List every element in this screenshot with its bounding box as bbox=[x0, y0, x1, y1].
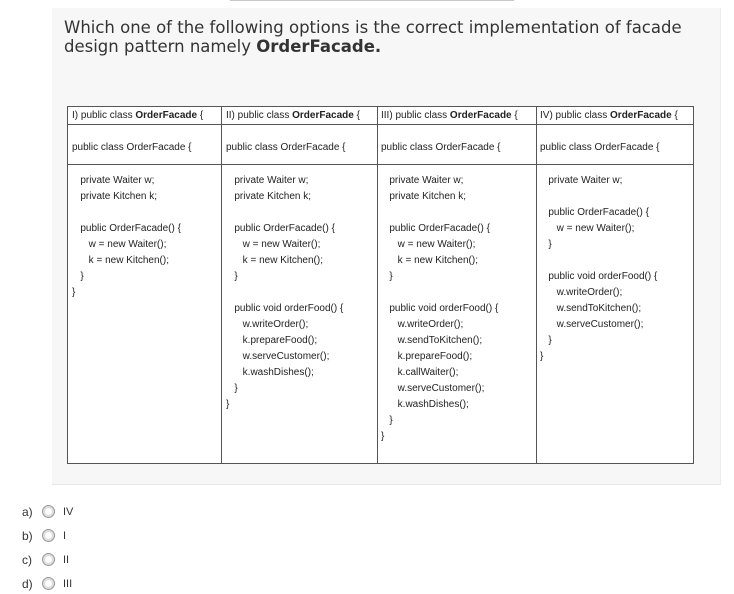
option-letter: c) bbox=[22, 553, 32, 567]
question-body: Which one of the following options is the correct implementation of facade design pattern namely bbox=[64, 18, 682, 56]
option-c[interactable] bbox=[0, 551, 120, 569]
radio-button[interactable] bbox=[42, 577, 55, 590]
class-line-option-3: public class OrderFacade { bbox=[381, 142, 501, 153]
header-divider bbox=[68, 124, 693, 125]
radio-button[interactable] bbox=[42, 505, 55, 518]
column-divider bbox=[536, 107, 537, 463]
option-letter: b) bbox=[22, 529, 33, 543]
option-letter: a) bbox=[22, 505, 33, 519]
top-divider bbox=[230, 0, 514, 1]
header-option-3: III) public class OrderFacade { bbox=[381, 110, 518, 121]
code-option-1: private Waiter w; private Kitchen k; public OrderFacade() { w = new Waiter(); k = new Kitchen(); } } bbox=[72, 175, 181, 298]
question-text bbox=[64, 18, 704, 56]
option-label: I bbox=[63, 530, 67, 542]
class-line-option-1: public class OrderFacade { bbox=[72, 142, 192, 153]
header-option-2: II) public class OrderFacade { bbox=[226, 110, 360, 121]
radio-button[interactable] bbox=[42, 553, 55, 566]
column-divider bbox=[221, 107, 222, 463]
header-option-1: I) public class OrderFacade { bbox=[72, 110, 204, 121]
option-a[interactable] bbox=[0, 503, 120, 521]
option-label: II bbox=[63, 554, 70, 566]
option-label: IV bbox=[63, 506, 74, 518]
question-emphasis: OrderFacade. bbox=[256, 37, 382, 56]
option-letter: d) bbox=[22, 577, 33, 591]
radio-button[interactable] bbox=[42, 529, 55, 542]
class-line-divider bbox=[68, 164, 693, 165]
class-line-option-4: public class OrderFacade { bbox=[540, 142, 660, 153]
header-option-4: IV) public class OrderFacade { bbox=[540, 110, 678, 121]
option-label: III bbox=[63, 578, 73, 590]
class-line-option-2: public class OrderFacade { bbox=[226, 142, 346, 153]
option-b[interactable] bbox=[0, 527, 120, 545]
column-divider bbox=[377, 107, 378, 463]
code-option-2: private Waiter w; private Kitchen k; public OrderFacade() { w = new Waiter(); k = new Kitchen(); } public void orderFood() { w.writeOrder(); k.prepareFood(); w.serveCustomer(); k.washDishes(); } } bbox=[226, 175, 344, 410]
option-d[interactable] bbox=[0, 575, 120, 593]
code-option-4: private Waiter w; public OrderFacade() { w = new Waiter(); } public void orderFood() { w.writeOrder(); w.sendToKitchen(); w.serveCustomer(); } } bbox=[540, 175, 658, 362]
code-option-3: private Waiter w; private Kitchen k; public OrderFacade() { w = new Waiter(); k = new Kitchen(); } public void orderFood() { w.writeOrder(); w.sendToKitchen(); k.prepareFood(); k.callWaiter(); w.serveCustomer(); k.washDishes(); } } bbox=[381, 175, 499, 442]
code-options-table bbox=[67, 106, 694, 464]
